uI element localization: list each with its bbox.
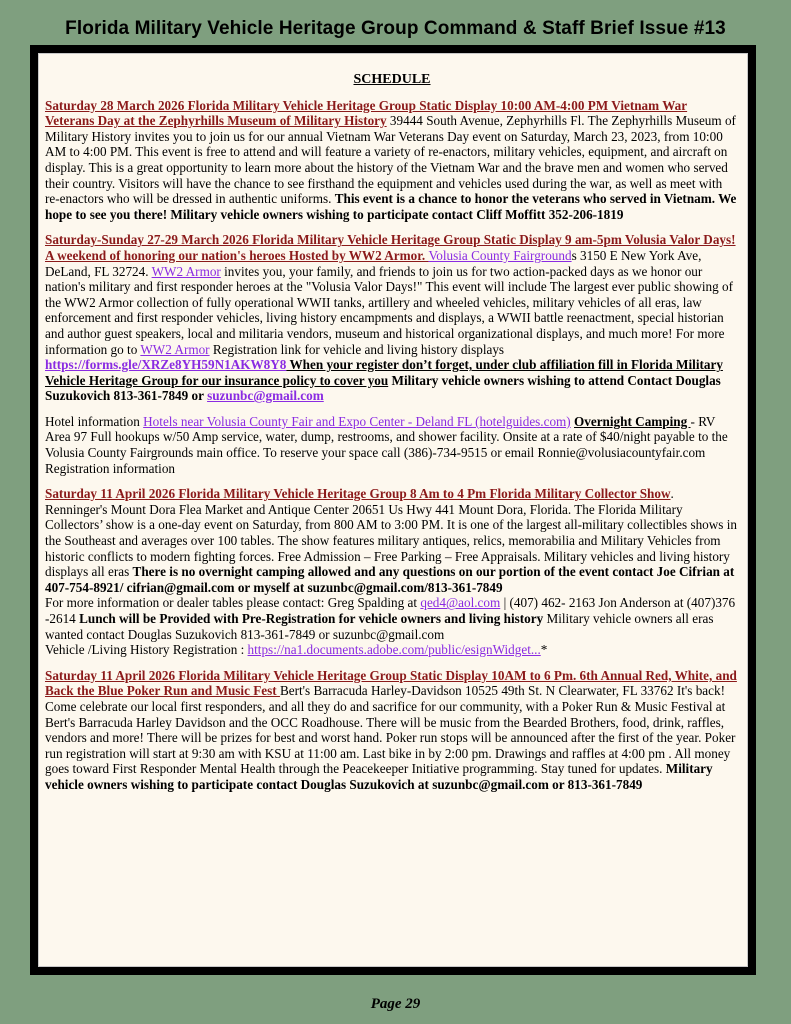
event-1-body: 39444 South Avenue, Zephyrhills Fl. The Zephyrhills Museum of Military History invites you to join us for our annual Vietnam War Veterans Day event on Saturday, March 23, 2023, from 10:00 AM to 4:00 PM. This event is free to attend and will feature a variety of re-enactors, military vehicles, equipment, and aircraft on display. This is a great opportunity to learn more about the history of the Vietnam War and the brave men and women who served their country. Visitors will have the chance to see firsthand the equipment and vehicles used during the war, as well as meet with re-enactors who will be dressed in authentic uniforms. <box>45 113 736 207</box>
event-2-title: Saturday-Sunday 27-29 March 2026 Florida Military Vehicle Heritage Group Static Display 9 am-5pm Volusia Valor Days! A weekend of honoring our nation's heroes Hosted by WW2 Armor. <box>45 232 736 263</box>
event-4-body: Bert's Barracuda Harley-Davidson 10525 49th St. N Clearwater, FL 33762 It's back! Come celebrate our local first responders, and all they do and sacrifice for our community, with a Poker Run & Music Festival at Bert's Barracuda Harley Davidson and the OCC Roadhouse. There will be music from the Bearded Brothers, food, drink, raffles, vendors and more! There will be prizes for best and worst hand. Poker run stops will be announced after the first of the year. Poker run registration will start at 9:30 am with KSU at 11:00 am. Last bike in by 2:00 pm. Drawings and raffles at 4:00 pm . All money goes toward First Responder Mental Health through the Peacekeeper Initiative programming. Stay tuned for updates. <box>45 683 736 777</box>
content-frame <box>30 45 756 975</box>
camping-details: - RV Area 97 Full hookups w/50 Amp service, water, dump, restrooms, and shower facility. Onsite at a rate of $40/night payable to the Volusia County Fairgrounds main office. To reserve your space call (386)-734-9515 or email Ronnie@volusiacountyfair.com Registration information <box>45 413 728 476</box>
event-2-affiliation-note: When your register don’t forget, under club affiliation fill in Florida Military Vehicle Heritage Group for our insurance policy to cover you <box>45 357 723 388</box>
event-3 <box>45 486 739 658</box>
hotel-info <box>45 414 739 476</box>
event-1 <box>45 98 739 223</box>
adobe-registration-link[interactable]: https://na1.documents.adobe.com/public/esignWidget... <box>247 642 541 658</box>
event-2 <box>45 232 739 404</box>
content-panel <box>38 53 748 967</box>
event-2-contact: Military vehicle owners wishing to attend Contact Douglas Suzukovich 813-361-7849 or <box>45 372 721 404</box>
event-3-body: . Renninger's Mount Dora Flea Market and Antique Center 20651 Us Hwy 441 Mount Dora, Florida. The Florida Military Collectors’ show is a one-day event on Saturday, from 800 AM to 3:00 PM. It is one of the largest all-military collectibles shows in the Southeast and averages over 100 tables. The show features military antiques, relics, memorabilia and Military Vehicles from historic conflicts to modern fighting forces. Free Admission – Free Parking – Free Appraisals. Military vehicles and living history displays all eras <box>45 486 737 580</box>
event-1-title: Saturday 28 March 2026 Florida Military Vehicle Heritage Group Static Display 10:00 AM-4:00 PM Vietnam War Veterans Day at the Zephyrhills Museum of Military History <box>45 97 688 129</box>
schedule-heading: SCHEDULE <box>353 72 431 87</box>
event-3-contact: There is no overnight camping allowed and any questions on our portion of the event contact Joe Cifrian at 407-754-8921/ cifrian@gmail.com or myself at suzunbc@gmail.com/813-361-7849 <box>45 564 735 595</box>
event-3-more-info: For more information or dealer tables please contact: Greg Spalding at <box>45 595 421 611</box>
event-3-phones: | (407) 462- 2163 Jon Anderson at (407)376 -2614 <box>45 595 736 626</box>
email-link[interactable]: suzunbc@gmail.com <box>207 388 324 404</box>
volusia-fairground-link[interactable]: Volusia County Fairground <box>428 247 572 263</box>
registration-label: Vehicle /Living History Registration : <box>45 642 248 658</box>
ww2-armor-link-2[interactable]: WW2 Armor <box>140 341 210 357</box>
event-2-body-more: , military vehicles of all eras, law enforcement and first responder vehicles, living history encampments and displays, a WWII battle reenactment, special historian and author guest speakers, local and militaria vendors, museum and historical organizational displays, and much more! For more information go to <box>45 294 725 357</box>
newsletter-title: Florida Military Vehicle Heritage Group Command & Staff Brief Issue #13 <box>65 18 726 39</box>
event-2-address: s 3150 E New York Ave, DeLand, FL 32724. <box>45 247 702 279</box>
dealer-email-link[interactable]: qed4@aol.com <box>420 595 501 611</box>
event-4-title: Saturday 11 April 2026 Florida Military Vehicle Heritage Group Static Display 10AM to 6 Pm. 6th Annual Red, White, and Back the Blue Poker Run and Music Fest <box>45 667 737 699</box>
event-3-title: Saturday 11 April 2026 Florida Military Vehicle Heritage Group 8 Am to 4 Pm Florida Military Collector Show <box>45 486 671 502</box>
overnight-camping-label: Overnight Camping <box>574 413 691 429</box>
event-3-lunch-note: Lunch will be Provided with Pre-Registration for vehicle owners and living history <box>79 611 544 626</box>
event-1-contact: This event is a chance to honor the veterans who served in Vietnam. We hope to see you there! Military vehicle owners wishing to participate contact Cliff Moffitt 352-206-1819 <box>45 191 737 222</box>
event-4-contact: Military vehicle owners wishing to participate contact Douglas Suzukovich at suzunbc@gmail.com or 813-361-7849 <box>45 761 713 792</box>
hotels-link[interactable]: Hotels near Volusia County Fair and Expo Center - Deland FL (hotelguides.com) <box>143 413 571 429</box>
ww2-armor-link[interactable]: WW2 Armor <box>151 263 221 279</box>
registration-form-link[interactable]: https://forms.gle/XRZe8YH59N1AKW8Y8 <box>45 357 287 373</box>
event-4 <box>45 668 739 793</box>
event-3-contact-2: Military vehicle owners all eras wanted contact Douglas Suzukovich 813-361-7849 or suzunbc@gmail.com <box>45 611 714 642</box>
event-2-registration-text: Registration link for vehicle and living history displays <box>209 341 505 357</box>
hotel-label: Hotel information <box>45 413 144 429</box>
event-2-body: invites you, your family, and friends to join us for two action-packed days as we honor our nation's military and first responder heroes at the "Volusia Valor Days!" This event will include The largest ever public showing of the WW2 Armor collection of fully operational WWII tanks, artillery and wheeled vehicles <box>45 263 733 310</box>
page-number: Page 29 <box>370 996 421 1012</box>
registration-asterisk: * <box>540 642 548 658</box>
